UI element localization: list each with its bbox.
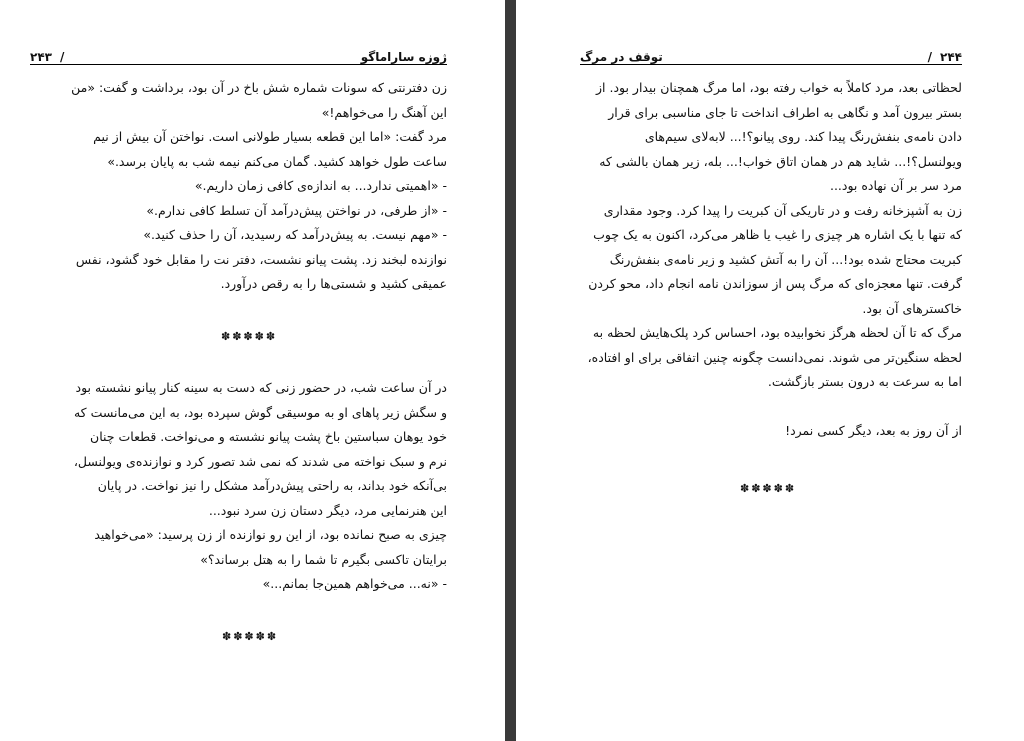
- text-line: نرم و سبک نواخته می شدند که نمی شد تصور کرد و نوازنده‌ی ویولنسل،: [73, 453, 447, 469]
- left-page: [0, 0, 505, 741]
- left-page-header: [30, 38, 447, 65]
- right-page-number: ۲۴۴: [940, 50, 962, 64]
- text-line: نوازنده لبخند زد. پشت پیانو نشست، دفتر نت را مقابل خود گشود، نفس: [75, 251, 447, 267]
- text-line: این آهنگ را می‌خواهم!»: [321, 104, 447, 120]
- text-line: دادن نامه‌ی بنفش‌رنگ پیدا کند. روی پیانو؟!... لابه‌لای سیم‌های: [644, 129, 962, 144]
- left-page-number: ۲۴۳: [30, 50, 52, 64]
- left-header-number-group: [30, 50, 64, 64]
- text-line: - «از طرفی، در نواختن پیش‌درآمد آن تسلط کافی ندارم.»: [146, 202, 447, 218]
- text-line: زن به آشپزخانه رفت و در تاریکی آن کبریت را پیدا کرد. وجود مقداری: [603, 202, 962, 218]
- text-line: برایتان تاکسی بگیرم تا شما را به هتل برساند؟»: [200, 551, 447, 567]
- left-header-author: ژوزه ساراماگو: [360, 50, 447, 64]
- left-text-block-1: [30, 76, 447, 297]
- text-line: زن دفترنتی که سونات شماره شش باخ در آن بود، برداشت و گفت: «من: [71, 80, 447, 95]
- page-gutter: [505, 0, 516, 741]
- right-page: [516, 0, 1024, 741]
- text-line: این هنرنمایی مرد، دیگر دستان زن سرد نبود...: [208, 502, 447, 518]
- text-line: - «مهم نیست. به پیش‌درآمد که رسیدید، آن را حذف کنید.»: [143, 227, 447, 242]
- text-line: خاکسترهای آن بود.: [862, 300, 962, 316]
- text-line: لحظه سنگین‌تر می شوند. نمی‌دانست چگونه چنین اتفاقی برای او افتاده،: [587, 349, 962, 365]
- section-separator-stars: ✽✽✽✽✽: [740, 482, 797, 495]
- text-line: - «نه... می‌خواهم همین‌جا بمانم...»: [262, 576, 447, 591]
- text-line: کبریت محتاج شده بود!... آن را به آتش کشید و زیر نامه‌ی بنفش‌رنگ: [609, 251, 962, 267]
- right-text-block: [580, 76, 962, 443]
- text-line: ویولنسل؟!... شاید هم در همان اتاق خواب!... بله، زیر همان بالشی که: [599, 153, 962, 169]
- text-line: - «اهمیتی ندارد... به اندازه‌ی کافی زمان داریم.»: [194, 178, 447, 193]
- left-text-block-2: [30, 376, 447, 597]
- text-line: عمیقی کشید و شستی‌ها را به رقص درآورد.: [220, 276, 447, 291]
- paragraph-gap: [580, 395, 962, 419]
- text-line: مرد سر بر آن نهاده بود...: [829, 178, 962, 193]
- text-line: گرفت. تنها معجزه‌ای که مرگ پس از سوزاندن نامه انجام داد، محو کردن: [588, 276, 962, 291]
- left-header-separator: /: [59, 50, 65, 64]
- section-separator-stars: ✽✽✽✽✽: [221, 330, 278, 343]
- text-line: بی‌آنکه خود بداند، به راحتی پیش‌درآمد مشکل را نیز نواخت. در پایان: [97, 478, 447, 493]
- right-header-number-group: [928, 50, 962, 64]
- text-line: خود یوهان سباستین باخ پشت پیانو نشسته و می‌نواخت. قطعات چنان: [90, 429, 447, 444]
- text-line: و سگش زیر پاهای او به موسیقی گوش سپرده بود، به این می‌مانست که: [73, 404, 447, 420]
- text-line: چیزی به صبح نمانده بود، از این رو نوازنده از زن پرسید: «می‌خواهید: [94, 527, 447, 542]
- text-line: که تنها با یک اشاره هر چیزی را غیب یا ظاهر می‌کرد، اکنون به یک چوب: [593, 227, 962, 242]
- text-line: از آن روز به بعد، دیگر کسی نمرد!: [785, 422, 962, 438]
- right-header-separator: /: [927, 50, 933, 64]
- text-line: مرگ که تا آن لحظه هرگز نخوابیده بود، احساس کرد پلک‌هایش لحظه به: [592, 325, 962, 340]
- text-line: در آن ساعت شب، در حضور زنی که دست به سینه کنار پیانو نشسته بود: [75, 380, 447, 395]
- section-separator-stars: ✽✽✽✽✽: [222, 630, 279, 643]
- text-line: لحظاتی بعد، مرد کاملاً به خواب رفته بود، اما مرگ همچنان بیدار بود. از: [595, 80, 962, 95]
- text-line: اما به سرعت به درون بستر بازگشت.: [767, 374, 962, 389]
- text-line: مرد گفت: «اما این قطعه بسیار طولانی است. نواختن آن بیش از نیم: [93, 129, 447, 144]
- right-header-title: توقف در مرگ: [580, 50, 663, 64]
- text-line: ساعت طول خواهد کشید. گمان می‌کنم نیمه شب به پایان برسد.»: [107, 153, 447, 169]
- text-line: بستر بیرون آمد و نگاهی به اطراف انداخت تا جای مناسبی برای قرار: [608, 104, 962, 120]
- right-page-header: [580, 38, 962, 65]
